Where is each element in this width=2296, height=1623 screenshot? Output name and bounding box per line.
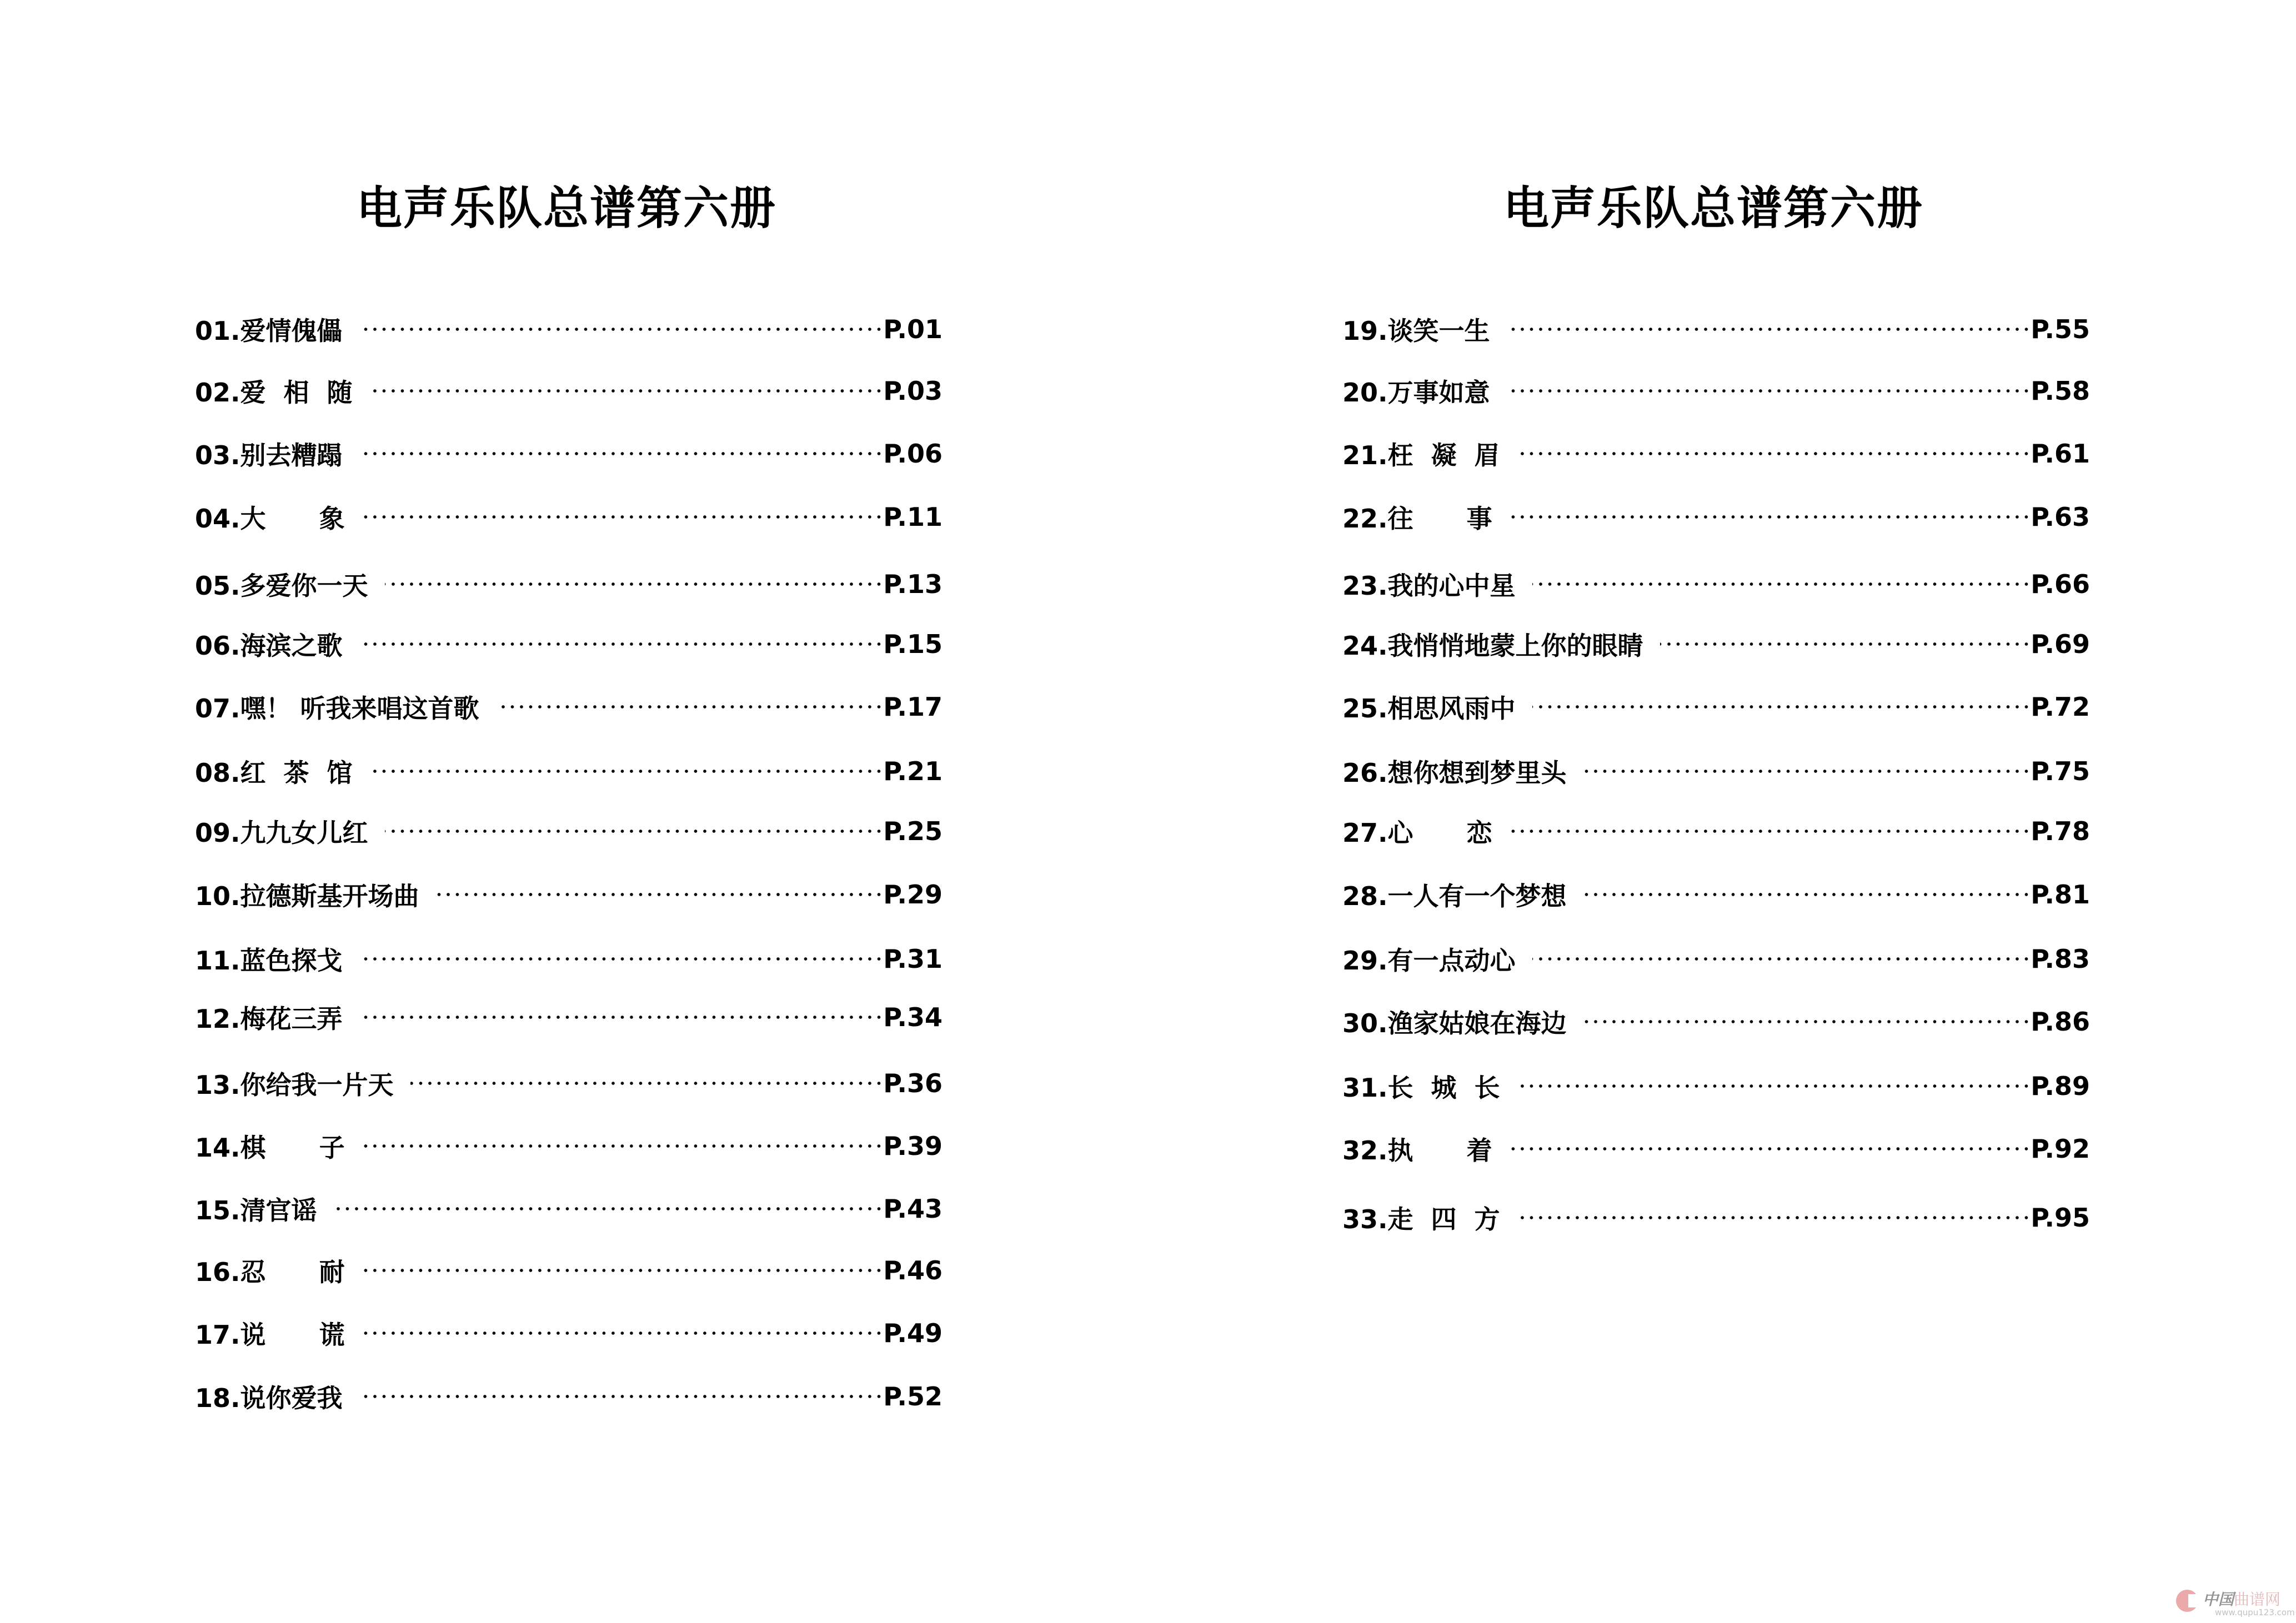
- toc-entry[interactable]: [195, 1192, 943, 1225]
- dot-leader: [496, 705, 884, 709]
- page-number: P.15: [883, 629, 943, 659]
- page-number: P.01: [883, 314, 943, 344]
- song-title: 07.嘿！ 听我来唱这首歌: [195, 694, 479, 723]
- toc-entry[interactable]: [1342, 627, 2090, 661]
- dot-leader: [359, 642, 884, 646]
- toc-entry[interactable]: [195, 313, 943, 346]
- song-title: 20.万事如意: [1342, 378, 1490, 408]
- dot-leader: [362, 1331, 884, 1335]
- page-number: P.92: [2031, 1134, 2090, 1164]
- page-number: P.06: [883, 439, 943, 469]
- page-number: P.11: [883, 502, 943, 532]
- dot-leader: [369, 769, 884, 773]
- dot-leader: [359, 957, 884, 961]
- dot-leader: [1583, 892, 2031, 897]
- toc-entry[interactable]: [195, 1254, 943, 1287]
- page-number: P.83: [2031, 944, 2090, 974]
- left-page-title: 电声乐队总谱第六册: [356, 182, 776, 235]
- page-number: P.52: [883, 1381, 943, 1411]
- page-number: P.72: [2031, 692, 2090, 722]
- dot-leader: [1517, 1084, 2031, 1088]
- page-number: P.46: [883, 1255, 943, 1285]
- toc-entry[interactable]: [195, 500, 943, 534]
- toc-entry[interactable]: [1342, 942, 2090, 976]
- song-title: 29.有一点动心: [1342, 946, 1516, 976]
- song-title: 09.九九女儿红: [195, 818, 368, 848]
- toc-entry[interactable]: [1342, 690, 2090, 723]
- song-title: 11.蓝色探戈: [195, 946, 343, 976]
- page-number: P.31: [883, 944, 943, 974]
- song-title: 12.梅花三弄: [195, 1004, 343, 1034]
- dot-leader: [436, 892, 884, 897]
- song-title: 23.我的心中星: [1342, 571, 1516, 601]
- song-title: 31.长 城 长: [1342, 1073, 1500, 1103]
- toc-entry[interactable]: [195, 437, 943, 470]
- page-number: P.89: [2031, 1071, 2090, 1101]
- page-number: P.39: [883, 1131, 943, 1161]
- song-title: 01.爱情傀儡: [195, 316, 343, 346]
- toc-entry[interactable]: [1342, 815, 2090, 848]
- dot-leader: [1532, 582, 2031, 586]
- toc-entry[interactable]: [195, 878, 943, 911]
- page-number: P.34: [883, 1002, 943, 1032]
- dot-leader: [362, 1268, 884, 1273]
- page-number: P.58: [2031, 376, 2090, 406]
- toc-entry[interactable]: [1342, 878, 2090, 911]
- song-title: 15.清官谣: [195, 1195, 317, 1225]
- page-number: P.25: [883, 816, 943, 846]
- song-title: 30.渔家姑娘在海边: [1342, 1008, 1567, 1038]
- toc-entry[interactable]: [1342, 374, 2090, 408]
- song-title: 22.往 事: [1342, 504, 1492, 534]
- dot-leader: [359, 1015, 884, 1019]
- page-number: P.49: [883, 1318, 943, 1348]
- toc-entry[interactable]: [1342, 1069, 2090, 1103]
- dot-leader: [334, 1207, 884, 1211]
- page-number: P.66: [2031, 569, 2090, 599]
- toc-entry[interactable]: [195, 567, 943, 601]
- page-number: P.69: [2031, 629, 2090, 659]
- song-title: 26.想你想到梦里头: [1342, 758, 1567, 788]
- toc-entry[interactable]: [195, 690, 943, 723]
- dot-leader: [1583, 1019, 2031, 1024]
- song-title: 27.心 恋: [1342, 818, 1492, 848]
- toc-entry[interactable]: [195, 627, 943, 661]
- toc-entry[interactable]: [1342, 567, 2090, 601]
- toc-entry[interactable]: [195, 374, 943, 408]
- song-title: 10.拉德斯基开场曲: [195, 881, 419, 911]
- toc-entry[interactable]: [195, 755, 943, 788]
- toc-entry[interactable]: [195, 1001, 943, 1034]
- toc-entry[interactable]: [195, 942, 943, 976]
- logo-icon: [2176, 1590, 2198, 1612]
- song-title: 03.别去糟蹋: [195, 440, 343, 470]
- toc-entry[interactable]: [1342, 1201, 2090, 1234]
- dot-leader: [1660, 642, 2031, 646]
- toc-entry[interactable]: [195, 1380, 943, 1413]
- dot-leader: [1532, 705, 2031, 709]
- song-title: 33.走 四 方: [1342, 1204, 1500, 1234]
- watermark-name: 中国曲谱网: [2203, 1590, 2281, 1609]
- dot-leader: [359, 451, 884, 456]
- toc-entry[interactable]: [1342, 1132, 2090, 1165]
- toc-entry[interactable]: [1342, 1005, 2090, 1038]
- page-number: P.13: [883, 569, 943, 599]
- dot-leader: [1517, 451, 2031, 456]
- page-number: P.43: [883, 1194, 943, 1224]
- song-title: 19.谈笑一生: [1342, 316, 1490, 346]
- song-title: 28.一人有一个梦想: [1342, 881, 1567, 911]
- page-number: P.95: [2031, 1203, 2090, 1233]
- dot-leader: [1507, 389, 2031, 393]
- dot-leader: [1583, 769, 2031, 773]
- dot-leader: [362, 1144, 884, 1148]
- page-number: P.75: [2031, 756, 2090, 786]
- dot-leader: [1509, 829, 2031, 833]
- dot-leader: [1532, 957, 2031, 961]
- song-title: 32.执 着: [1342, 1135, 1492, 1165]
- song-title: 24.我悄悄地蒙上你的眼睛: [1342, 631, 1643, 661]
- toc-entry[interactable]: [1342, 313, 2090, 346]
- dot-leader: [1517, 1215, 2031, 1220]
- page-number: P.03: [883, 376, 943, 406]
- toc-entry[interactable]: [1342, 437, 2090, 470]
- dot-leader: [359, 1394, 884, 1399]
- dot-leader: [362, 515, 884, 519]
- song-title: 04.大 象: [195, 504, 345, 534]
- page-number: P.63: [2031, 502, 2090, 532]
- page-number: P.17: [883, 692, 943, 722]
- dot-leader: [1509, 515, 2031, 519]
- song-title: 16.忍 耐: [195, 1257, 345, 1287]
- page-number: P.86: [2031, 1007, 2090, 1037]
- dot-leader: [1509, 1147, 2031, 1151]
- dot-leader: [385, 829, 884, 833]
- dot-leader: [385, 582, 884, 586]
- right-page-title: 电声乐队总谱第六册: [1503, 182, 1923, 235]
- page-number: P.21: [883, 756, 943, 786]
- song-title: 13.你给我一片天: [195, 1070, 394, 1100]
- toc-entry[interactable]: [195, 815, 943, 848]
- dot-leader: [410, 1081, 884, 1086]
- page-number: P.78: [2031, 816, 2090, 846]
- song-title: 17.说 谎: [195, 1320, 345, 1350]
- song-title: 14.棋 子: [195, 1133, 345, 1163]
- watermark-url: www.qupu123.com: [2215, 1607, 2295, 1617]
- page-number: P.36: [883, 1068, 943, 1098]
- song-title: 08.红 茶 馆: [195, 758, 353, 788]
- song-title: 18.说你爱我: [195, 1383, 343, 1413]
- dot-leader: [369, 389, 884, 393]
- toc-entry[interactable]: [1342, 755, 2090, 788]
- song-title: 06.海滨之歌: [195, 631, 343, 661]
- dot-leader: [359, 327, 884, 331]
- toc-entry[interactable]: [195, 1129, 943, 1163]
- song-title: 02.爱 相 随: [195, 378, 353, 408]
- song-title: 21.枉 凝 眉: [1342, 440, 1500, 470]
- page-number: P.81: [2031, 880, 2090, 910]
- dot-leader: [1507, 327, 2031, 331]
- page-number: P.61: [2031, 439, 2090, 469]
- song-title: 05.多爱你一天: [195, 571, 368, 601]
- toc-entry[interactable]: [195, 1317, 943, 1350]
- song-title: 25.相思风雨中: [1342, 694, 1516, 723]
- watermark-logo: [2176, 1586, 2293, 1620]
- toc-entry[interactable]: [1342, 500, 2090, 534]
- toc-entry[interactable]: [195, 1067, 943, 1100]
- page-number: P.55: [2031, 314, 2090, 344]
- page-number: P.29: [883, 880, 943, 910]
